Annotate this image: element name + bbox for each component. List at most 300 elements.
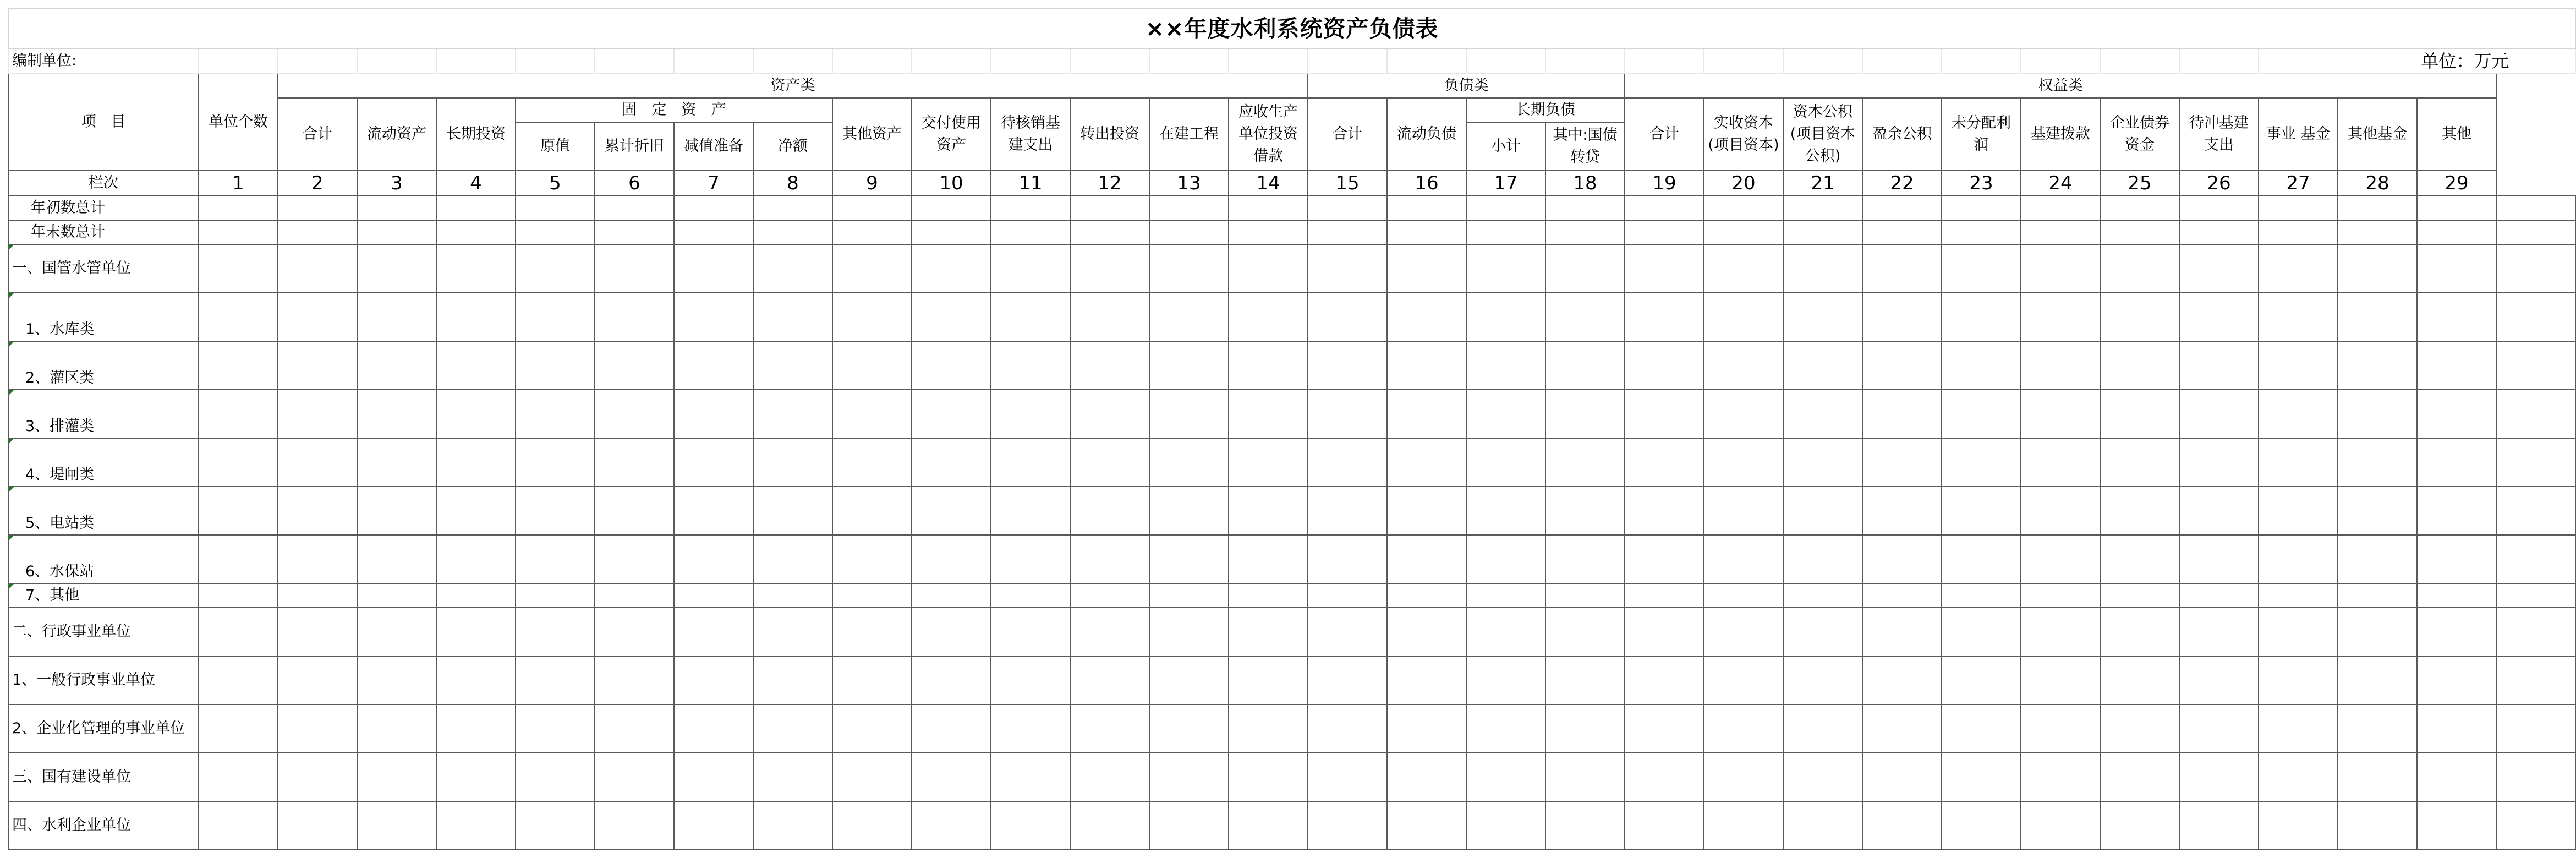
data-cell[interactable] bbox=[1625, 704, 1704, 753]
data-cell[interactable] bbox=[1149, 583, 1229, 608]
data-cell[interactable] bbox=[516, 438, 595, 487]
data-cell[interactable] bbox=[832, 438, 912, 487]
data-cell[interactable] bbox=[595, 244, 674, 293]
data-cell[interactable] bbox=[1466, 704, 1545, 753]
data-cell[interactable] bbox=[1783, 583, 1862, 608]
data-cell[interactable] bbox=[2417, 293, 2496, 341]
data-cell[interactable] bbox=[1466, 753, 1545, 801]
data-cell[interactable] bbox=[357, 244, 436, 293]
data-cell[interactable] bbox=[1387, 608, 1466, 656]
info-blank[interactable] bbox=[1070, 48, 1149, 74]
data-cell[interactable] bbox=[1149, 753, 1229, 801]
data-cell[interactable] bbox=[674, 753, 753, 801]
data-cell[interactable] bbox=[991, 656, 1070, 704]
data-cell[interactable] bbox=[1625, 341, 1704, 390]
data-cell[interactable] bbox=[1942, 390, 2021, 438]
data-cell[interactable] bbox=[2496, 801, 2575, 850]
data-cell[interactable] bbox=[1070, 535, 1149, 583]
data-cell[interactable] bbox=[2417, 341, 2496, 390]
data-cell[interactable] bbox=[991, 608, 1070, 656]
data-cell[interactable] bbox=[199, 196, 278, 220]
data-cell[interactable] bbox=[832, 583, 912, 608]
data-cell[interactable] bbox=[753, 438, 832, 487]
data-cell[interactable] bbox=[357, 583, 436, 608]
data-cell[interactable] bbox=[1466, 438, 1545, 487]
info-blank[interactable] bbox=[1704, 48, 1783, 74]
data-cell[interactable] bbox=[991, 753, 1070, 801]
data-cell[interactable] bbox=[2179, 196, 2259, 220]
data-cell[interactable] bbox=[1625, 293, 1704, 341]
data-cell[interactable] bbox=[1862, 583, 1942, 608]
data-cell[interactable] bbox=[832, 341, 912, 390]
info-blank[interactable] bbox=[753, 48, 832, 74]
data-cell[interactable] bbox=[991, 390, 1070, 438]
data-cell[interactable] bbox=[1149, 196, 1229, 220]
data-cell[interactable] bbox=[1783, 220, 1862, 244]
data-cell[interactable] bbox=[1149, 535, 1229, 583]
data-cell[interactable] bbox=[595, 196, 674, 220]
data-cell[interactable] bbox=[912, 390, 991, 438]
data-cell[interactable] bbox=[1942, 244, 2021, 293]
data-cell[interactable] bbox=[2021, 753, 2100, 801]
data-cell[interactable] bbox=[832, 608, 912, 656]
data-cell[interactable] bbox=[278, 656, 357, 704]
data-cell[interactable] bbox=[2100, 244, 2179, 293]
data-cell[interactable] bbox=[1545, 656, 1625, 704]
data-cell[interactable] bbox=[1862, 608, 1942, 656]
data-cell[interactable] bbox=[753, 656, 832, 704]
data-cell[interactable] bbox=[278, 487, 357, 535]
data-cell[interactable] bbox=[516, 704, 595, 753]
data-cell[interactable] bbox=[1545, 293, 1625, 341]
data-cell[interactable] bbox=[2259, 656, 2338, 704]
data-cell[interactable] bbox=[2021, 608, 2100, 656]
data-cell[interactable] bbox=[2100, 196, 2179, 220]
data-cell[interactable] bbox=[991, 487, 1070, 535]
data-cell[interactable] bbox=[2021, 244, 2100, 293]
data-cell[interactable] bbox=[1308, 293, 1387, 341]
data-cell[interactable] bbox=[1149, 293, 1229, 341]
data-cell[interactable] bbox=[753, 293, 832, 341]
info-blank[interactable] bbox=[1545, 48, 1625, 74]
data-cell[interactable] bbox=[1545, 535, 1625, 583]
data-cell[interactable] bbox=[2496, 753, 2575, 801]
data-cell[interactable] bbox=[2179, 438, 2259, 487]
data-cell[interactable] bbox=[832, 704, 912, 753]
data-cell[interactable] bbox=[991, 220, 1070, 244]
data-cell[interactable] bbox=[1149, 801, 1229, 850]
data-cell[interactable] bbox=[436, 583, 516, 608]
data-cell[interactable] bbox=[2496, 535, 2575, 583]
data-cell[interactable] bbox=[1466, 487, 1545, 535]
data-cell[interactable] bbox=[2496, 438, 2575, 487]
data-cell[interactable] bbox=[1942, 583, 2021, 608]
data-cell[interactable] bbox=[1942, 220, 2021, 244]
data-cell[interactable] bbox=[2179, 293, 2259, 341]
info-blank[interactable] bbox=[2179, 48, 2259, 74]
data-cell[interactable] bbox=[516, 244, 595, 293]
data-cell[interactable] bbox=[1625, 535, 1704, 583]
data-cell[interactable] bbox=[2021, 535, 2100, 583]
data-cell[interactable] bbox=[2496, 244, 2575, 293]
data-cell[interactable] bbox=[912, 438, 991, 487]
data-cell[interactable] bbox=[278, 608, 357, 656]
data-cell[interactable] bbox=[1229, 196, 1308, 220]
data-cell[interactable] bbox=[912, 801, 991, 850]
data-cell[interactable] bbox=[2417, 438, 2496, 487]
data-cell[interactable] bbox=[1229, 438, 1308, 487]
data-cell[interactable] bbox=[1308, 535, 1387, 583]
data-cell[interactable] bbox=[1070, 244, 1149, 293]
data-cell[interactable] bbox=[1704, 390, 1783, 438]
data-cell[interactable] bbox=[1466, 196, 1545, 220]
data-cell[interactable] bbox=[1862, 341, 1942, 390]
data-cell[interactable] bbox=[1862, 487, 1942, 535]
data-cell[interactable] bbox=[674, 535, 753, 583]
data-cell[interactable] bbox=[1625, 244, 1704, 293]
data-cell[interactable] bbox=[674, 487, 753, 535]
data-cell[interactable] bbox=[2417, 801, 2496, 850]
info-blank[interactable] bbox=[2100, 48, 2179, 74]
data-cell[interactable] bbox=[1229, 753, 1308, 801]
data-cell[interactable] bbox=[1545, 487, 1625, 535]
data-cell[interactable] bbox=[753, 196, 832, 220]
data-cell[interactable] bbox=[1387, 583, 1466, 608]
info-blank[interactable] bbox=[516, 48, 595, 74]
data-cell[interactable] bbox=[2259, 220, 2338, 244]
data-cell[interactable] bbox=[1545, 583, 1625, 608]
data-cell[interactable] bbox=[1783, 608, 1862, 656]
info-blank[interactable] bbox=[1942, 48, 2021, 74]
data-cell[interactable] bbox=[436, 704, 516, 753]
data-cell[interactable] bbox=[2259, 753, 2338, 801]
data-cell[interactable] bbox=[1625, 220, 1704, 244]
data-cell[interactable] bbox=[436, 487, 516, 535]
data-cell[interactable] bbox=[1070, 583, 1149, 608]
data-cell[interactable] bbox=[2179, 801, 2259, 850]
data-cell[interactable] bbox=[1942, 438, 2021, 487]
data-cell[interactable] bbox=[1149, 220, 1229, 244]
data-cell[interactable] bbox=[832, 656, 912, 704]
data-cell[interactable] bbox=[357, 293, 436, 341]
data-cell[interactable] bbox=[1308, 220, 1387, 244]
data-cell[interactable] bbox=[2179, 656, 2259, 704]
data-cell[interactable] bbox=[357, 656, 436, 704]
data-cell[interactable] bbox=[2179, 341, 2259, 390]
data-cell[interactable] bbox=[2417, 583, 2496, 608]
data-cell[interactable] bbox=[1308, 244, 1387, 293]
data-cell[interactable] bbox=[278, 704, 357, 753]
data-cell[interactable] bbox=[1308, 704, 1387, 753]
data-cell[interactable] bbox=[436, 196, 516, 220]
data-cell[interactable] bbox=[1149, 244, 1229, 293]
data-cell[interactable] bbox=[1942, 608, 2021, 656]
data-cell[interactable] bbox=[1862, 704, 1942, 753]
data-cell[interactable] bbox=[436, 656, 516, 704]
data-cell[interactable] bbox=[2021, 341, 2100, 390]
data-cell[interactable] bbox=[1387, 220, 1466, 244]
info-blank[interactable] bbox=[1387, 48, 1466, 74]
data-cell[interactable] bbox=[1070, 341, 1149, 390]
data-cell[interactable] bbox=[2417, 704, 2496, 753]
data-cell[interactable] bbox=[1466, 341, 1545, 390]
data-cell[interactable] bbox=[516, 220, 595, 244]
data-cell[interactable] bbox=[1783, 341, 1862, 390]
data-cell[interactable] bbox=[1070, 801, 1149, 850]
info-blank[interactable] bbox=[991, 48, 1070, 74]
data-cell[interactable] bbox=[1229, 487, 1308, 535]
data-cell[interactable] bbox=[1229, 704, 1308, 753]
data-cell[interactable] bbox=[2496, 608, 2575, 656]
data-cell[interactable] bbox=[1942, 801, 2021, 850]
data-cell[interactable] bbox=[2496, 196, 2575, 220]
data-cell[interactable] bbox=[674, 341, 753, 390]
data-cell[interactable] bbox=[436, 390, 516, 438]
data-cell[interactable] bbox=[278, 293, 357, 341]
data-cell[interactable] bbox=[2021, 220, 2100, 244]
data-cell[interactable] bbox=[1862, 220, 1942, 244]
info-blank[interactable] bbox=[1308, 48, 1387, 74]
data-cell[interactable] bbox=[2179, 608, 2259, 656]
data-cell[interactable] bbox=[912, 535, 991, 583]
data-cell[interactable] bbox=[516, 487, 595, 535]
data-cell[interactable] bbox=[1308, 801, 1387, 850]
data-cell[interactable] bbox=[1466, 608, 1545, 656]
data-cell[interactable] bbox=[1466, 535, 1545, 583]
data-cell[interactable] bbox=[1466, 293, 1545, 341]
data-cell[interactable] bbox=[1229, 390, 1308, 438]
data-cell[interactable] bbox=[2496, 293, 2575, 341]
data-cell[interactable] bbox=[2259, 196, 2338, 220]
data-cell[interactable] bbox=[2417, 390, 2496, 438]
data-cell[interactable] bbox=[2496, 341, 2575, 390]
data-cell[interactable] bbox=[1387, 801, 1466, 850]
data-cell[interactable] bbox=[2100, 656, 2179, 704]
data-cell[interactable] bbox=[2179, 704, 2259, 753]
data-cell[interactable] bbox=[2259, 293, 2338, 341]
data-cell[interactable] bbox=[436, 535, 516, 583]
data-cell[interactable] bbox=[436, 438, 516, 487]
data-cell[interactable] bbox=[2259, 801, 2338, 850]
data-cell[interactable] bbox=[357, 801, 436, 850]
data-cell[interactable] bbox=[832, 801, 912, 850]
info-blank[interactable] bbox=[2021, 48, 2100, 74]
data-cell[interactable] bbox=[1545, 341, 1625, 390]
data-cell[interactable] bbox=[1783, 390, 1862, 438]
data-cell[interactable] bbox=[595, 438, 674, 487]
data-cell[interactable] bbox=[1862, 535, 1942, 583]
info-blank[interactable] bbox=[1625, 48, 1704, 74]
data-cell[interactable] bbox=[357, 341, 436, 390]
data-cell[interactable] bbox=[2496, 583, 2575, 608]
data-cell[interactable] bbox=[1466, 583, 1545, 608]
data-cell[interactable] bbox=[1308, 583, 1387, 608]
data-cell[interactable] bbox=[199, 753, 278, 801]
data-cell[interactable] bbox=[199, 487, 278, 535]
data-cell[interactable] bbox=[516, 535, 595, 583]
data-cell[interactable] bbox=[2100, 608, 2179, 656]
data-cell[interactable] bbox=[2338, 293, 2417, 341]
data-cell[interactable] bbox=[2417, 753, 2496, 801]
data-cell[interactable] bbox=[1149, 390, 1229, 438]
data-cell[interactable] bbox=[595, 753, 674, 801]
data-cell[interactable] bbox=[1625, 753, 1704, 801]
data-cell[interactable] bbox=[1704, 341, 1783, 390]
data-cell[interactable] bbox=[753, 583, 832, 608]
data-cell[interactable] bbox=[1783, 656, 1862, 704]
data-cell[interactable] bbox=[1783, 535, 1862, 583]
data-cell[interactable] bbox=[199, 293, 278, 341]
data-cell[interactable] bbox=[1942, 535, 2021, 583]
data-cell[interactable] bbox=[595, 583, 674, 608]
info-blank[interactable] bbox=[1783, 48, 1862, 74]
data-cell[interactable] bbox=[2417, 535, 2496, 583]
data-cell[interactable] bbox=[753, 753, 832, 801]
data-cell[interactable] bbox=[674, 704, 753, 753]
data-cell[interactable] bbox=[2100, 535, 2179, 583]
data-cell[interactable] bbox=[1625, 608, 1704, 656]
data-cell[interactable] bbox=[674, 196, 753, 220]
data-cell[interactable] bbox=[199, 390, 278, 438]
data-cell[interactable] bbox=[832, 220, 912, 244]
data-cell[interactable] bbox=[436, 244, 516, 293]
data-cell[interactable] bbox=[2338, 390, 2417, 438]
data-cell[interactable] bbox=[2021, 487, 2100, 535]
data-cell[interactable] bbox=[2338, 438, 2417, 487]
info-blank[interactable] bbox=[1862, 48, 1942, 74]
data-cell[interactable] bbox=[991, 438, 1070, 487]
data-cell[interactable] bbox=[832, 293, 912, 341]
data-cell[interactable] bbox=[1149, 704, 1229, 753]
info-blank[interactable] bbox=[832, 48, 912, 74]
data-cell[interactable] bbox=[674, 608, 753, 656]
data-cell[interactable] bbox=[278, 390, 357, 438]
data-cell[interactable] bbox=[1704, 244, 1783, 293]
info-blank[interactable] bbox=[436, 48, 516, 74]
data-cell[interactable] bbox=[2259, 244, 2338, 293]
data-cell[interactable] bbox=[991, 704, 1070, 753]
data-cell[interactable] bbox=[674, 390, 753, 438]
data-cell[interactable] bbox=[278, 753, 357, 801]
data-cell[interactable] bbox=[2259, 341, 2338, 390]
data-cell[interactable] bbox=[199, 583, 278, 608]
data-cell[interactable] bbox=[1466, 220, 1545, 244]
data-cell[interactable] bbox=[516, 801, 595, 850]
data-cell[interactable] bbox=[1070, 487, 1149, 535]
data-cell[interactable] bbox=[912, 753, 991, 801]
data-cell[interactable] bbox=[1466, 244, 1545, 293]
data-cell[interactable] bbox=[1387, 390, 1466, 438]
data-cell[interactable] bbox=[2338, 704, 2417, 753]
data-cell[interactable] bbox=[912, 244, 991, 293]
data-cell[interactable] bbox=[2100, 487, 2179, 535]
data-cell[interactable] bbox=[1545, 438, 1625, 487]
data-cell[interactable] bbox=[2496, 704, 2575, 753]
data-cell[interactable] bbox=[991, 535, 1070, 583]
data-cell[interactable] bbox=[595, 341, 674, 390]
data-cell[interactable] bbox=[595, 535, 674, 583]
data-cell[interactable] bbox=[1942, 196, 2021, 220]
data-cell[interactable] bbox=[199, 438, 278, 487]
data-cell[interactable] bbox=[1625, 801, 1704, 850]
data-cell[interactable] bbox=[1387, 341, 1466, 390]
data-cell[interactable] bbox=[912, 487, 991, 535]
data-cell[interactable] bbox=[1704, 704, 1783, 753]
data-cell[interactable] bbox=[2100, 438, 2179, 487]
data-cell[interactable] bbox=[991, 244, 1070, 293]
data-cell[interactable] bbox=[2338, 220, 2417, 244]
data-cell[interactable] bbox=[1070, 390, 1149, 438]
data-cell[interactable] bbox=[1545, 390, 1625, 438]
data-cell[interactable] bbox=[1387, 438, 1466, 487]
data-cell[interactable] bbox=[278, 583, 357, 608]
data-cell[interactable] bbox=[1229, 293, 1308, 341]
data-cell[interactable] bbox=[357, 390, 436, 438]
data-cell[interactable] bbox=[991, 583, 1070, 608]
data-cell[interactable] bbox=[1308, 753, 1387, 801]
data-cell[interactable] bbox=[1704, 608, 1783, 656]
data-cell[interactable] bbox=[2100, 390, 2179, 438]
data-cell[interactable] bbox=[1229, 341, 1308, 390]
data-cell[interactable] bbox=[1704, 801, 1783, 850]
data-cell[interactable] bbox=[912, 196, 991, 220]
data-cell[interactable] bbox=[1070, 753, 1149, 801]
data-cell[interactable] bbox=[753, 341, 832, 390]
data-cell[interactable] bbox=[278, 801, 357, 850]
data-cell[interactable] bbox=[1942, 341, 2021, 390]
data-cell[interactable] bbox=[2338, 341, 2417, 390]
data-cell[interactable] bbox=[912, 656, 991, 704]
data-cell[interactable] bbox=[2338, 244, 2417, 293]
data-cell[interactable] bbox=[1545, 704, 1625, 753]
data-cell[interactable] bbox=[357, 608, 436, 656]
data-cell[interactable] bbox=[2021, 801, 2100, 850]
data-cell[interactable] bbox=[1229, 608, 1308, 656]
data-cell[interactable] bbox=[1387, 293, 1466, 341]
data-cell[interactable] bbox=[912, 293, 991, 341]
data-cell[interactable] bbox=[2100, 704, 2179, 753]
data-cell[interactable] bbox=[516, 196, 595, 220]
data-cell[interactable] bbox=[357, 487, 436, 535]
data-cell[interactable] bbox=[1387, 753, 1466, 801]
data-cell[interactable] bbox=[1942, 293, 2021, 341]
data-cell[interactable] bbox=[1466, 801, 1545, 850]
data-cell[interactable] bbox=[1862, 196, 1942, 220]
data-cell[interactable] bbox=[1229, 220, 1308, 244]
info-blank[interactable] bbox=[357, 48, 436, 74]
data-cell[interactable] bbox=[1862, 753, 1942, 801]
data-cell[interactable] bbox=[1545, 753, 1625, 801]
data-cell[interactable] bbox=[595, 220, 674, 244]
info-blank[interactable] bbox=[912, 48, 991, 74]
data-cell[interactable] bbox=[436, 608, 516, 656]
data-cell[interactable] bbox=[2496, 487, 2575, 535]
data-cell[interactable] bbox=[1942, 704, 2021, 753]
data-cell[interactable] bbox=[674, 583, 753, 608]
data-cell[interactable] bbox=[436, 293, 516, 341]
info-blank[interactable] bbox=[199, 48, 278, 74]
data-cell[interactable] bbox=[2259, 583, 2338, 608]
data-cell[interactable] bbox=[1070, 704, 1149, 753]
data-cell[interactable] bbox=[1149, 656, 1229, 704]
data-cell[interactable] bbox=[674, 801, 753, 850]
data-cell[interactable] bbox=[357, 535, 436, 583]
data-cell[interactable] bbox=[2259, 390, 2338, 438]
data-cell[interactable] bbox=[1545, 244, 1625, 293]
data-cell[interactable] bbox=[991, 341, 1070, 390]
data-cell[interactable] bbox=[1704, 583, 1783, 608]
data-cell[interactable] bbox=[2338, 608, 2417, 656]
